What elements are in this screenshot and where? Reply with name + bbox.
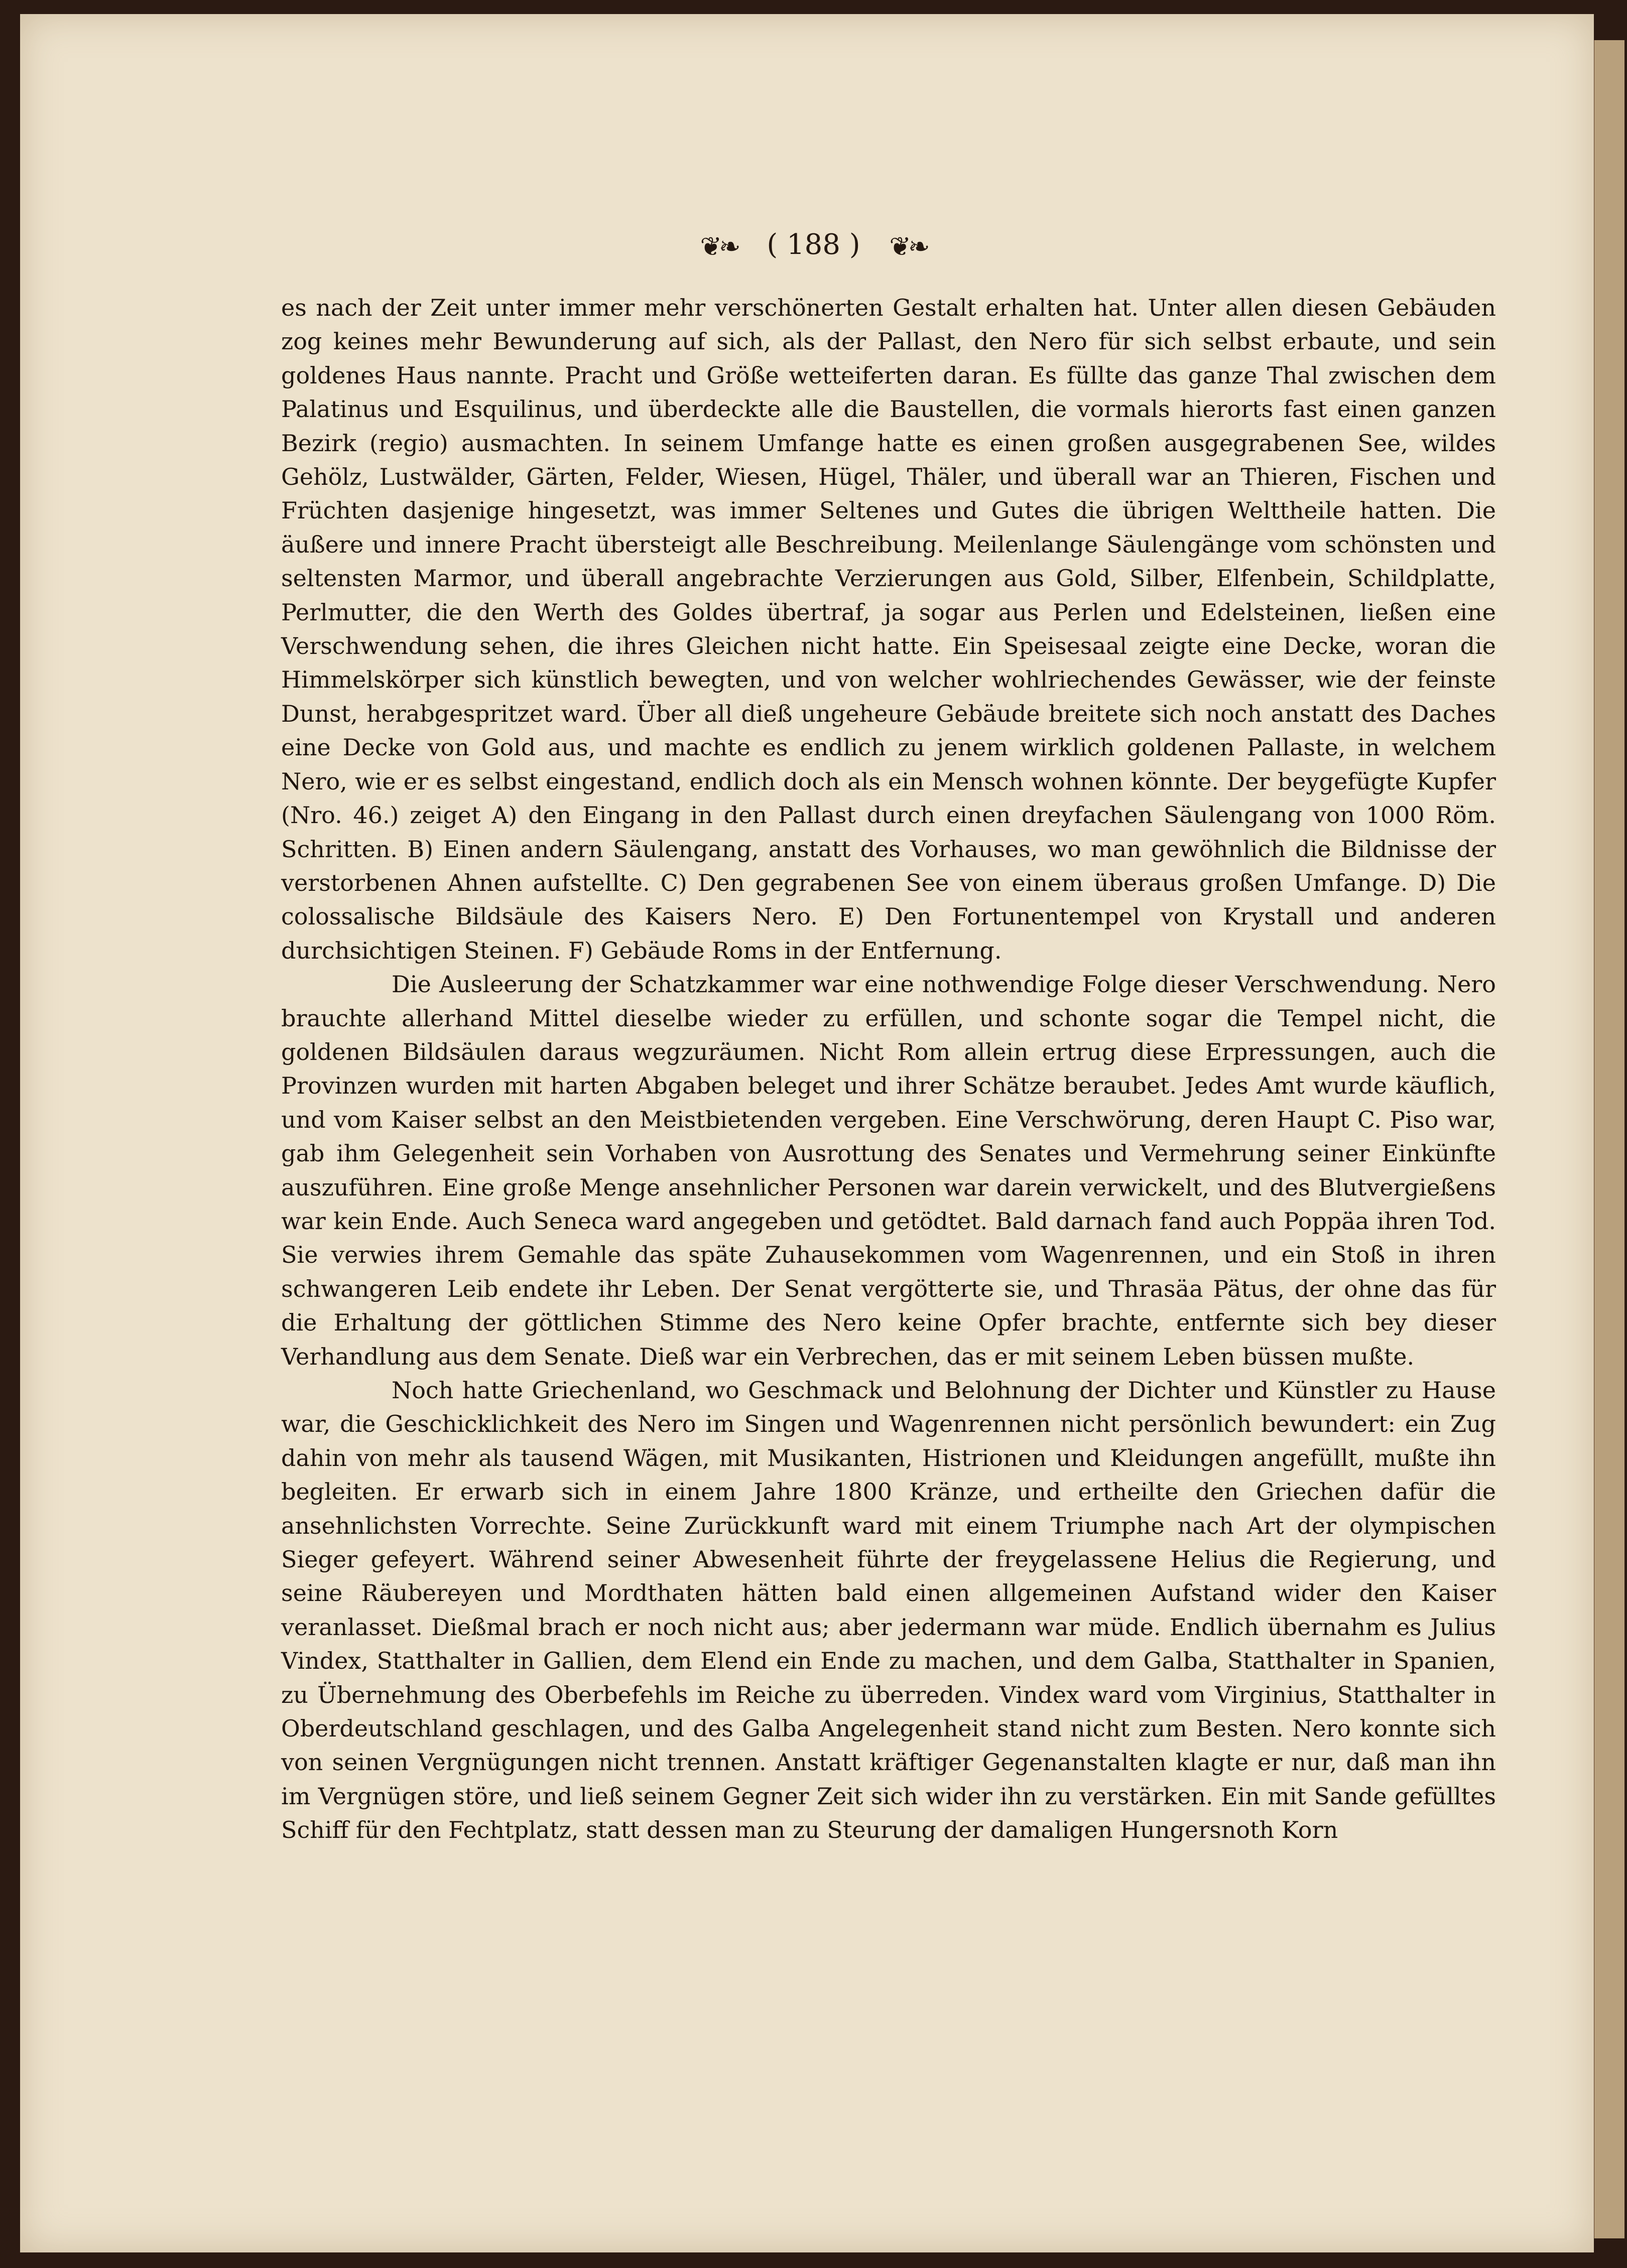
ornament-right-icon: ❦❧ [889, 231, 927, 262]
ornament-left-icon: ❦❧ [700, 231, 738, 262]
page-number: ( 188 ) [767, 228, 860, 261]
page-header [0, 228, 1627, 262]
next-page-edge [1591, 40, 1624, 2238]
paragraph-1: es nach der Zeit unter immer mehr verschönerten Gestalt erhalten hat. Unter allen diesen Gebäuden zog keines mehr Bewunderung auf sich, als der Pallast, den Nero für sich selbst erbaute, und sein goldenes Haus nannte. Pracht und Größe wetteiferten daran. Es füllte das ganze Thal zwischen dem Palatinus und Esquilinus, und überdeckte alle die Baustellen, die vormals hierorts fast einen ganzen Bezirk (regio) ausmachten. In seinem Umfange hatte es einen großen ausgegrabenen See, wildes Gehölz, Lustwälder, Gärten, Felder, Wiesen, Hügel, Thäler, und überall war an Thieren, Fischen und Früchten dasjenige hingesetzt, was immer Seltenes und Gutes die übrigen Welttheile hatten. Die äußere und innere Pracht übersteigt alle Beschreibung. Meilenlange Säulengänge vom schönsten und seltensten Marmor, und überall angebrachte Verzierungen aus Gold, Silber, Elfenbein, Schildplatte, Perlmutter, die den Werth des Goldes übertraf, ja sogar aus Perlen und Edelsteinen, ließen eine Verschwendung sehen, die ihres Gleichen nicht hatte. Ein Speisesaal zeigte eine Decke, woran die Himmelskörper sich künstlich bewegten, und von welcher wohlriechendes Gewässer, wie der feinste Dunst, herabgespritzet ward. Über all dieß ungeheure Gebäude breitete sich noch anstatt des Daches eine Decke von Gold aus, und machte es endlich zu jenem wirklich goldenen Pallaste, in welchem Nero, wie er es selbst eingestand, endlich doch als ein Mensch wohnen könnte. Der beygefügte Kupfer (Nro. 46.) zeiget A) den Eingang in den Pallast durch einen dreyfachen Säulengang von 1000 Röm. Schritten. B) Einen andern Säulengang, anstatt des Vorhauses, wo man gewöhnlich die Bildnisse der verstorbenen Ahnen aufstellte. C) Den gegrabenen See von einem überaus großen Umfange. D) Die colossalische Bildsäule des Kaisers Nero. E) Den Fortunentempel von Krystall und anderen durchsichtigen Steinen. F) Gebäude Roms in der Entfernung. [281, 294, 1496, 964]
body-text [281, 291, 1496, 1847]
paragraph-2: Die Ausleerung der Schatzkammer war eine nothwendige Folge dieser Verschwendung. Nero brauchte allerhand Mittel dieselbe wieder zu erfüllen, und schonte sogar die Tempel nicht, die goldenen Bildsäulen daraus wegzuräumen. Nicht Rom allein ertrug diese Erpressungen, auch die Provinzen wurden mit harten Abgaben beleget und ihrer Schätze beraubet. Jedes Amt wurde käuflich, und vom Kaiser selbst an den Meistbietenden vergeben. Eine Verschwörung, deren Haupt C. Piso war, gab ihm Gelegenheit sein Vorhaben von Ausrottung des Senates und Vermehrung seiner Einkünfte auszuführen. Eine große Menge ansehnlicher Personen war darein verwickelt, und des Blutvergießens war kein Ende. Auch Seneca ward angegeben und getödtet. Bald darnach fand auch Poppäa ihren Tod. Sie verwies ihrem Gemahle das späte Zuhausekommen vom Wagenrennen, und ein Stoß in ihren schwangeren Leib endete ihr Leben. Der Senat vergötterte sie, und Thrasäa Pätus, der ohne das für die Erhaltung der göttlichen Stimme des Nero keine Opfer brachte, entfernte sich bey dieser Verhandlung aus dem Senate. Dieß war ein Verbrechen, das er mit seinem Leben büssen mußte. [281, 971, 1496, 1370]
paragraph-3: Noch hatte Griechenland, wo Geschmack und Belohnung der Dichter und Künstler zu Hause war, die Geschicklichkeit des Nero im Singen und Wagenrennen nicht persönlich bewundert: ein Zug dahin von mehr als tausend Wägen, mit Musikanten, Histrionen und Kleidungen angefüllt, mußte ihn begleiten. Er erwarb sich in einem Jahre 1800 Kränze, und ertheilte den Griechen dafür die ansehnlichsten Vorrechte. Seine Zurückkunft ward mit einem Triumphe nach Art der olympischen Sieger gefeyert. Während seiner Abwesenheit führte der freygelassene Helius die Regierung, und seine Räubereyen und Mordthaten hätten bald einen allgemeinen Aufstand wider den Kaiser veranlasset. Dießmal brach er noch nicht aus; aber jedermann war müde. Endlich übernahm es Julius Vindex, Statthalter in Gallien, dem Elend ein Ende zu machen, und dem Galba, Statthalter in Spanien, zu Übernehmung des Oberbefehls im Reiche zu überreden. Vindex ward vom Virginius, Statthalter in Oberdeutschland geschlagen, und des Galba Angelegenheit stand nicht zum Besten. Nero konnte sich von seinen Vergnügungen nicht trennen. Anstatt kräftiger Gegenanstalten klagte er nur, daß man ihn im Vergnügen störe, und ließ seinem Gegner Zeit sich wider ihn zu verstärken. Ein mit Sande gefülltes Schiff für den Fechtplatz, statt dessen man zu Steurung der damaligen Hungersnoth Korn [281, 1377, 1496, 1844]
